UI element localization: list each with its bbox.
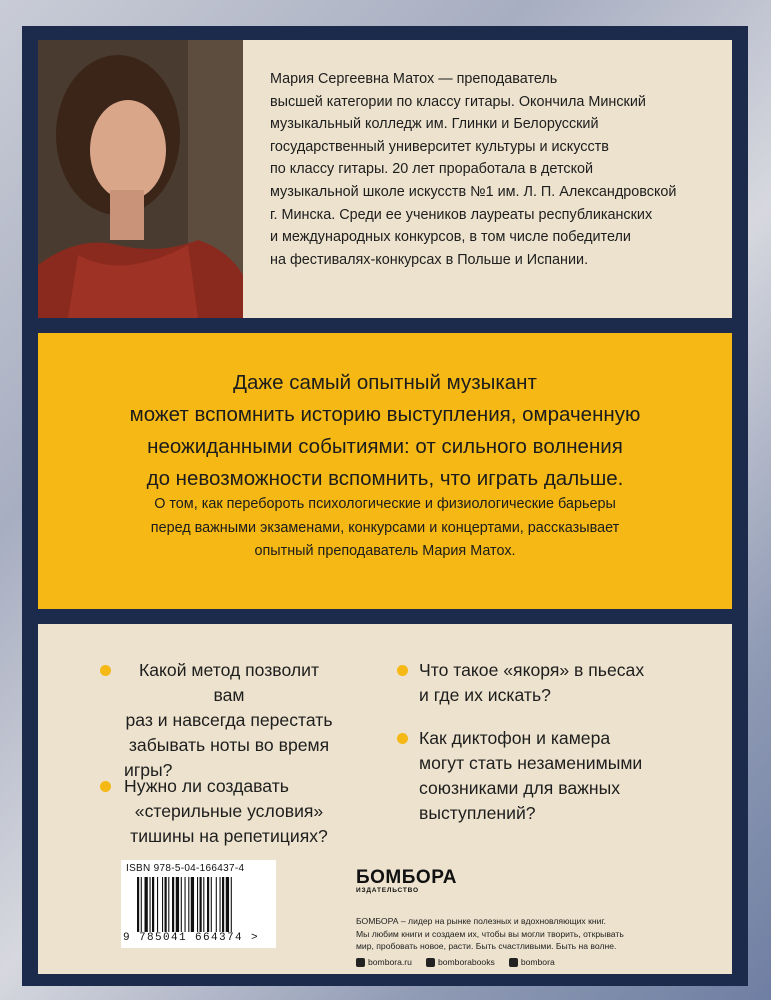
lead-text [38, 367, 732, 495]
social-label: bomborabooks [437, 957, 495, 967]
lead-line: неожиданными событиями: от сильного волнения [147, 435, 623, 458]
tagline-line: Мы любим книги и создаем их, чтобы вы могли творить, открывать [356, 928, 624, 939]
barcode [121, 860, 276, 948]
isbn-text: ISBN 978-5-04-166437-4 [126, 863, 245, 874]
question-line: забывать ноты во время [128, 735, 330, 755]
bio-line: на фестивалях-конкурсах в Польше и Испании. [270, 251, 589, 268]
bio-line: высшей категории по классу гитары. Окончила Минский [270, 93, 646, 110]
bio-line: и международных конкурсов, в том числе победители [270, 229, 631, 246]
bio-line: Мария Сергеевна Матох — преподаватель [270, 71, 558, 87]
question-item [124, 774, 334, 849]
sub-line: опытный преподаватель Мария Матох. [254, 543, 516, 559]
question-line: и где их искать? [419, 685, 551, 705]
bio-line: г. Минска. Среди ее учеников лауреаты республиканских [270, 206, 653, 223]
author-photo [38, 40, 243, 318]
social-link-site[interactable] [356, 957, 412, 967]
question-line: раз и навсегда перестать [125, 710, 333, 730]
sub-line: О том, как перебороть психологические и физиологические барьеры [154, 496, 616, 512]
sub-line: перед важными экзаменами, конкурсами и концертами, рассказывает [150, 519, 620, 536]
social-link-vk[interactable] [426, 957, 495, 967]
barcode-bars [135, 877, 265, 932]
question-line: тишины на репетициях? [130, 826, 328, 846]
question-line: союзниками для важных [419, 778, 621, 798]
lead-line: может вспомнить историю выступления, омраченную [129, 403, 641, 426]
bio-line: по классу гитары. 20 лет проработала в детской [270, 161, 594, 178]
social-link-telegram[interactable] [509, 957, 555, 967]
question-line: игры? [124, 760, 173, 780]
question-line: Как диктофон и камера [419, 728, 611, 748]
question-item [124, 658, 334, 783]
bio-line: государственный университет культуры и искусств [270, 138, 609, 155]
question-line: могут стать незаменимыми [419, 753, 643, 773]
barcode-digits: 9 785041 664374 > [123, 932, 260, 944]
question-line: Какой метод позволит вам [138, 660, 320, 705]
bullet-icon [100, 665, 111, 676]
tagline-line: мир, пробовать новое, расти. Быть счастливыми. Быть на волне. [356, 941, 617, 951]
social-label: bombora.ru [368, 957, 412, 967]
question-line: выступлений? [419, 803, 536, 823]
lead-line: Даже самый опытный музыкант [233, 371, 537, 394]
lead-line: до невозможности вспомнить, что играть дальше. [146, 467, 624, 490]
author-bio-text [270, 68, 710, 271]
bio-line: музыкальной школе искусств №1 им. Л. П. Александровской [270, 183, 677, 200]
publisher-tagline [356, 915, 656, 953]
bio-line: музыкальный колледж им. Глинки и Белорусский [270, 116, 599, 133]
questions-panel [38, 624, 732, 974]
tagline-line: БОМБОРА – лидер на рынке полезных и вдохновляющих книг. [356, 916, 606, 926]
publisher-logo [356, 867, 457, 894]
author-bio-panel [38, 40, 732, 318]
question-line: «стерильные условия» [134, 801, 324, 821]
question-item [419, 726, 669, 826]
lead-subtext [38, 493, 732, 564]
question-line: Что такое «якоря» в пьесах [419, 660, 645, 680]
publisher-name: БОМБОРА [356, 867, 457, 888]
vk-icon [426, 958, 435, 967]
question-item [419, 658, 669, 708]
lead-panel [38, 333, 732, 609]
publisher-subtitle: ИЗДАТЕЛЬСТВО [356, 887, 419, 894]
social-label: bombora [520, 957, 555, 967]
question-line: Нужно ли создавать [124, 776, 289, 796]
globe-icon [356, 958, 365, 967]
telegram-icon [509, 958, 518, 967]
bullet-icon [100, 781, 111, 792]
publisher-socials [356, 957, 555, 967]
bullet-icon [397, 665, 408, 676]
bullet-icon [397, 733, 408, 744]
